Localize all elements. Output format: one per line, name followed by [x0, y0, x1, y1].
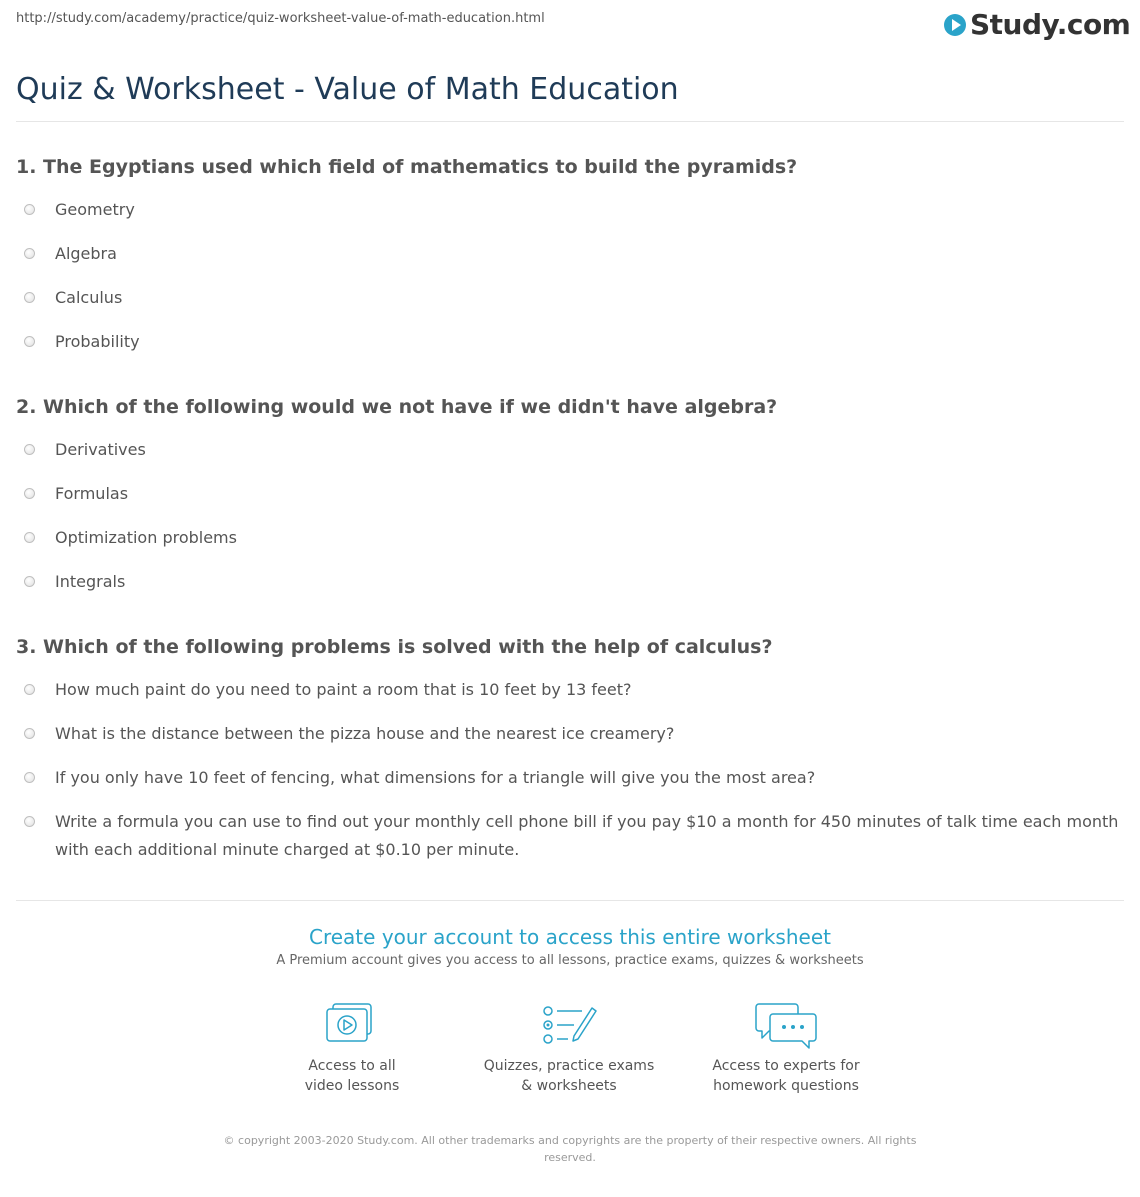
copyright-notice: [210, 1132, 930, 1166]
answer-option[interactable]: [16, 196, 1124, 240]
answer-option[interactable]: [16, 480, 1124, 524]
radio-button-icon[interactable]: [24, 336, 35, 347]
divider: [16, 900, 1124, 901]
option-label: Calculus: [55, 288, 123, 307]
logo-text: Study.com: [970, 8, 1131, 41]
cta-title[interactable]: Create your account to access this entire worksheet: [309, 925, 831, 949]
play-icon: [944, 14, 966, 36]
radio-button-icon[interactable]: [24, 488, 35, 499]
feature-label: [686, 1056, 886, 1096]
feature-experts: [686, 1000, 886, 1096]
radio-button-icon[interactable]: [24, 248, 35, 259]
answer-options: [16, 196, 1124, 372]
option-label: Optimization problems: [55, 528, 237, 547]
question-2: [16, 395, 1124, 612]
feature-label-line: video lessons: [304, 1078, 400, 1094]
answer-options: [16, 676, 1124, 864]
radio-button-icon[interactable]: [24, 772, 35, 783]
answer-option[interactable]: [16, 764, 1124, 808]
radio-button-icon[interactable]: [24, 816, 35, 827]
option-label: Geometry: [55, 200, 135, 219]
question-1: [16, 155, 1124, 372]
video-lessons-icon: [321, 1000, 383, 1050]
radio-button-icon[interactable]: [24, 684, 35, 695]
option-label: Write a formula you can use to find out your monthly cell phone bill if you pay $10 a month for 450 minutes of talk time each month with each additional minute charged at $0.10 per minute.: [55, 812, 1119, 859]
option-label: If you only have 10 feet of fencing, what dimensions for a triangle will give you the most area?: [55, 768, 816, 787]
feature-label: [469, 1056, 669, 1096]
feature-label-line: Access to experts for: [712, 1058, 860, 1074]
feature-video-lessons: [252, 1000, 452, 1096]
radio-button-icon[interactable]: [24, 204, 35, 215]
answer-option[interactable]: [16, 240, 1124, 284]
feature-label: [252, 1056, 452, 1096]
copyright-line: reserved.: [544, 1151, 596, 1164]
feature-label-line: homework questions: [713, 1078, 859, 1094]
signup-cta: [0, 924, 1140, 970]
radio-button-icon[interactable]: [24, 532, 35, 543]
answer-option[interactable]: [16, 524, 1124, 568]
page-title: Quiz & Worksheet - Value of Math Education: [16, 72, 679, 107]
premium-features: [0, 1000, 1140, 1110]
answer-options: [16, 436, 1124, 612]
study-logo[interactable]: [944, 8, 1131, 42]
radio-button-icon[interactable]: [24, 444, 35, 455]
option-label: Derivatives: [55, 440, 146, 459]
feature-label-line: & worksheets: [521, 1078, 617, 1094]
question-text: 1. The Egyptians used which field of mathematics to build the pyramids?: [16, 156, 798, 178]
radio-button-icon[interactable]: [24, 728, 35, 739]
option-label: Integrals: [55, 572, 126, 591]
answer-option[interactable]: [16, 284, 1124, 328]
page-url: http://study.com/academy/practice/quiz-worksheet-value-of-math-education.html: [16, 11, 545, 26]
option-label: Probability: [55, 332, 140, 351]
radio-button-icon[interactable]: [24, 292, 35, 303]
question-text: 3. Which of the following problems is solved with the help of calculus?: [16, 636, 773, 658]
answer-option[interactable]: [16, 436, 1124, 480]
chat-bubbles-icon: [753, 1000, 819, 1050]
feature-quizzes: [469, 1000, 669, 1096]
divider: [16, 121, 1124, 122]
copyright-line: © copyright 2003-2020 Study.com. All other trademarks and copyrights are the property of their respective owners. All rights: [223, 1134, 917, 1147]
answer-option[interactable]: [16, 568, 1124, 612]
option-label: Algebra: [55, 244, 117, 263]
option-label: What is the distance between the pizza house and the nearest ice creamery?: [55, 724, 675, 743]
quiz-checklist-icon: [538, 1000, 600, 1050]
option-label: How much paint do you need to paint a room that is 10 feet by 13 feet?: [55, 680, 632, 699]
answer-option[interactable]: [16, 676, 1124, 720]
radio-button-icon[interactable]: [24, 576, 35, 587]
answer-option[interactable]: [16, 808, 1124, 864]
question-text: 2. Which of the following would we not have if we didn't have algebra?: [16, 396, 778, 418]
question-3: [16, 635, 1124, 864]
feature-label-line: Access to all: [308, 1058, 396, 1074]
answer-option[interactable]: [16, 328, 1124, 372]
option-label: Formulas: [55, 484, 129, 503]
feature-label-line: Quizzes, practice exams: [483, 1058, 655, 1074]
cta-subtitle: A Premium account gives you access to all lessons, practice exams, quizzes & worksheets: [276, 953, 864, 968]
answer-option[interactable]: [16, 720, 1124, 764]
